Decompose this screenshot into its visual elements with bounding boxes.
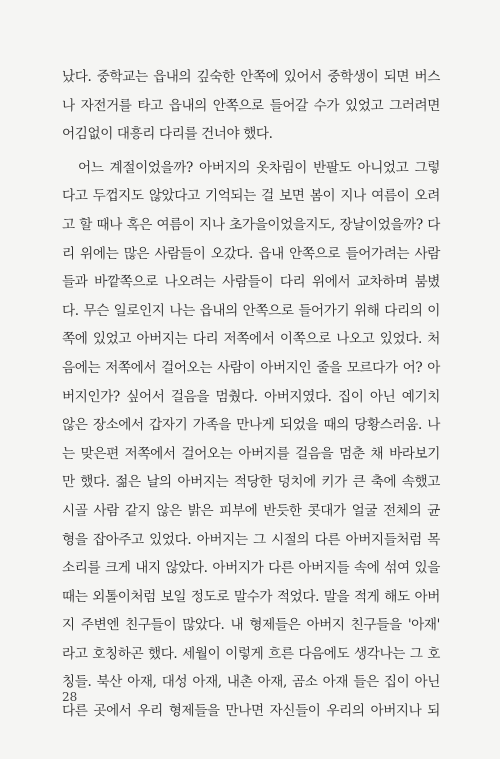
text-line: 나 자전거를 타고 읍내의 안쪽으로 들어갈 수가 있었고 그러려면 (62, 97, 440, 114)
text-line: 때는 외톨이처럼 보일 정도로 말수가 적었다. 말을 적게 해도 아버 (62, 588, 440, 605)
text-line: 형을 잡아주고 있었다. 아버지는 그 시절의 다른 아버지들처럼 목 (62, 531, 440, 548)
page-number: 28 (62, 690, 78, 704)
text-line: 라고 호칭하곤 했다. 세월이 이렇게 흐른 다음에도 생각나는 그 호 (62, 645, 440, 662)
text-line: 들과 바깥쪽으로 나오려는 사람들이 다리 위에서 교차하며 붐볐 (62, 274, 440, 291)
text-line: 음에는 저쪽에서 걸어오는 사람이 아버지인 줄을 모르다가 어? 아 (62, 359, 440, 376)
text-line: 칭들. 북산 아재, 대성 아재, 내촌 아재, 곰소 아재 들은 집이 아닌 (62, 674, 440, 691)
text-line: 어김없이 대흥리 다리를 건너야 했다. (62, 126, 273, 143)
text-line: 고 할 때나 혹은 여름이 지나 초가을이었을지도, 장날이었을까? 다 (62, 216, 440, 233)
text-line: 소리를 크게 내지 않았다. 아버지가 다른 아버지들 속에 섞여 있을 (62, 560, 440, 577)
paragraph-1 (62, 63, 440, 149)
text-line: 다른 곳에서 우리 형제들을 만나면 자신들이 우리의 아버지나 되 (62, 703, 440, 720)
text-line: 쪽에 있었고 아버지는 다리 저쪽에서 이쪽으로 나오고 있었다. 처 (62, 331, 440, 348)
text-line: 는 맞은편 저쪽에서 걸어오는 아버지를 걸음을 멈춘 채 바라보기 (62, 445, 440, 462)
text-line: 지 주변엔 친구들이 많았다. 내 형제들은 아버지 친구들을 '아재' (62, 617, 440, 634)
paragraph-2 (62, 154, 440, 726)
text-line: 않은 장소에서 갑자기 가족을 만나게 되었을 때의 당황스러움. 나 (62, 417, 440, 434)
text-line: 다고 두껍지도 않았다고 기억되는 걸 보면 봄이 지나 여름이 오려 (62, 188, 440, 205)
text-line: 어느 계절이었을까? 아버지의 옷차림이 반팔도 아니었고 그렇 (78, 159, 440, 176)
text-line: 시골 사람 같지 않은 밝은 피부에 반듯한 콧대가 얼굴 전체의 균 (62, 502, 440, 519)
text-line: 만 했다. 젊은 날의 아버지는 적당한 덩치에 키가 큰 축에 속했고 (62, 474, 440, 491)
text-line: 버지인가? 싶어서 걸음을 멈췄다. 아버지였다. 집이 아닌 예기치 (62, 388, 440, 405)
text-line: 다. 무슨 일로인지 나는 읍내의 안쪽으로 들어가기 위해 다리의 이 (62, 302, 440, 319)
body-text (62, 63, 440, 726)
text-line: 리 위에는 많은 사람들이 오갔다. 읍내 안쪽으로 들어가려는 사람 (62, 245, 440, 262)
text-line: 났다. 중학교는 읍내의 깊숙한 안쪽에 있어서 중학생이 되면 버스 (62, 69, 440, 85)
